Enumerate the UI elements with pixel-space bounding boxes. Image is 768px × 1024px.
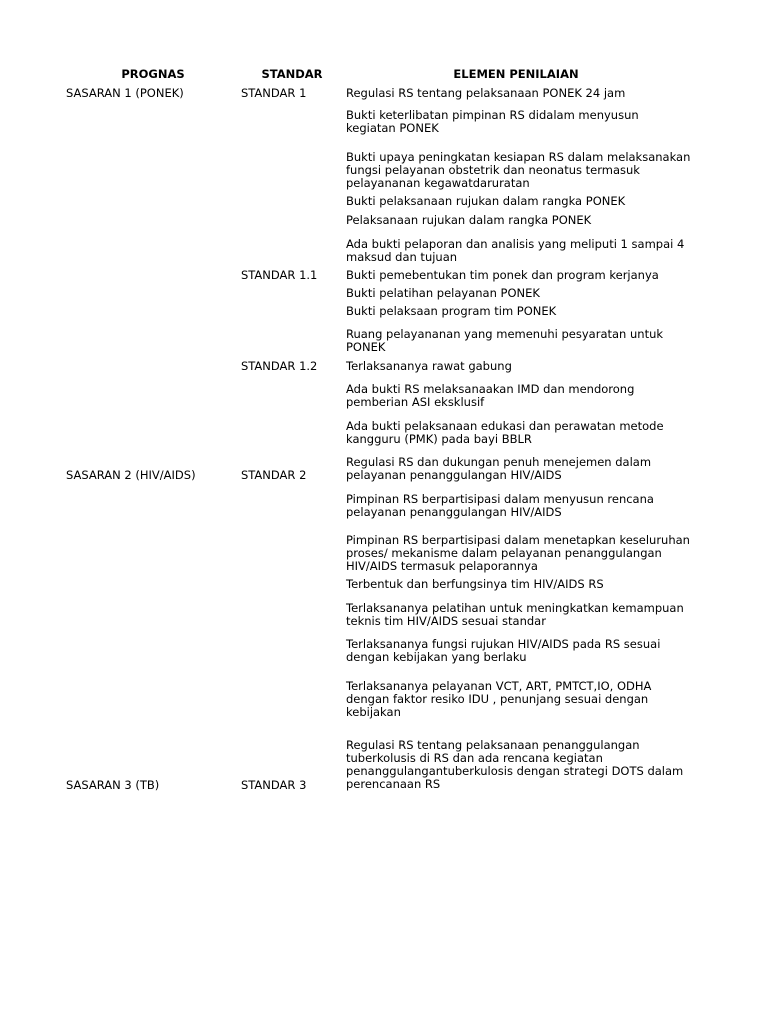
- elemen-item: Terlaksananya rawat gabung: [346, 359, 512, 373]
- elemen-item: Bukti upaya peningkatan kesiapan RS dalam melaksanakan fungsi pelayanan obstetrik dan neonatus termasuk pelayananan kegawatdaruratan: [346, 150, 691, 190]
- elemen-item: Bukti keterlibatan pimpinan RS didalam menyusun kegiatan PONEK: [346, 108, 639, 135]
- elemen-item: Ada bukti RS melaksanaakan IMD dan mendorong pemberian ASI eksklusif: [346, 382, 635, 409]
- elemen-item: Pimpinan RS berpartisipasi dalam menetapkan keseluruhan proses/ mekanisme dalam pelayanan penanggulangan HIV/AIDS termasuk pelaporannya: [346, 533, 690, 573]
- elemen-item: Ruang pelayananan yang memenuhi pesyaratan untuk PONEK: [346, 327, 664, 354]
- prognas-sasaran-1: SASARAN 1 (PONEK): [66, 86, 184, 100]
- elemen-item: Bukti pelatihan pelayanan PONEK: [346, 286, 540, 300]
- prognas-sasaran-2: SASARAN 2 (HIV/AIDS): [66, 468, 196, 482]
- prognas-sasaran-3: SASARAN 3 (TB): [66, 778, 160, 792]
- header-standar: STANDAR: [261, 67, 323, 81]
- standar-1-1: STANDAR 1.1: [241, 268, 318, 282]
- elemen-item: Ada bukti pelaporan dan analisis yang meliputi 1 sampai 4 maksud dan tujuan: [346, 237, 685, 264]
- elemen-item: Terbentuk dan berfungsinya tim HIV/AIDS RS: [346, 577, 604, 591]
- elemen-item: Pimpinan RS berpartisipasi dalam menyusun rencana pelayanan penanggulangan HIV/AIDS: [346, 492, 654, 519]
- elemen-item: Pelaksanaan rujukan dalam rangka PONEK: [346, 213, 592, 227]
- standar-2: STANDAR 2: [241, 468, 307, 482]
- elemen-item: Terlaksananya pelatihan untuk meningkatkan kemampuan teknis tim HIV/AIDS sesuai standar: [346, 601, 684, 628]
- standar-1-2: STANDAR 1.2: [241, 359, 318, 373]
- elemen-item: Regulasi RS dan dukungan penuh menejemen dalam pelayanan penanggulangan HIV/AIDS: [346, 455, 652, 482]
- elemen-item: Bukti pemebentukan tim ponek dan program kerjanya: [346, 268, 659, 282]
- standar-1: STANDAR 1: [241, 86, 307, 100]
- standar-3: STANDAR 3: [241, 778, 307, 792]
- elemen-item: Terlaksananya fungsi rujukan HIV/AIDS pada RS sesuai dengan kebijakan yang berlaku: [346, 637, 661, 664]
- elemen-item: Terlaksananya pelayanan VCT, ART, PMTCT,IO, ODHA dengan faktor resiko IDU , penunjang sesuai dengan kebijakan: [346, 679, 652, 719]
- elemen-item: Bukti pelaksaan program tim PONEK: [346, 304, 557, 318]
- elemen-item: Ada bukti pelaksanaan edukasi dan perawatan metode kangguru (PMK) pada bayi BBLR: [346, 419, 664, 446]
- header-prognas: PROGNAS: [121, 67, 185, 81]
- header-elemen-penilaian: ELEMEN PENILAIAN: [453, 67, 579, 81]
- elemen-item: Bukti pelaksanaan rujukan dalam rangka PONEK: [346, 194, 626, 208]
- elemen-item: Regulasi RS tentang pelaksanaan penanggulangan tuberkolusis di RS dan ada rencana kegiatan penanggulangantuberkulosis dengan strategi DOTS dalam perencanaan RS: [346, 738, 684, 791]
- elemen-item: Regulasi RS tentang pelaksanaan PONEK 24 jam: [346, 86, 626, 100]
